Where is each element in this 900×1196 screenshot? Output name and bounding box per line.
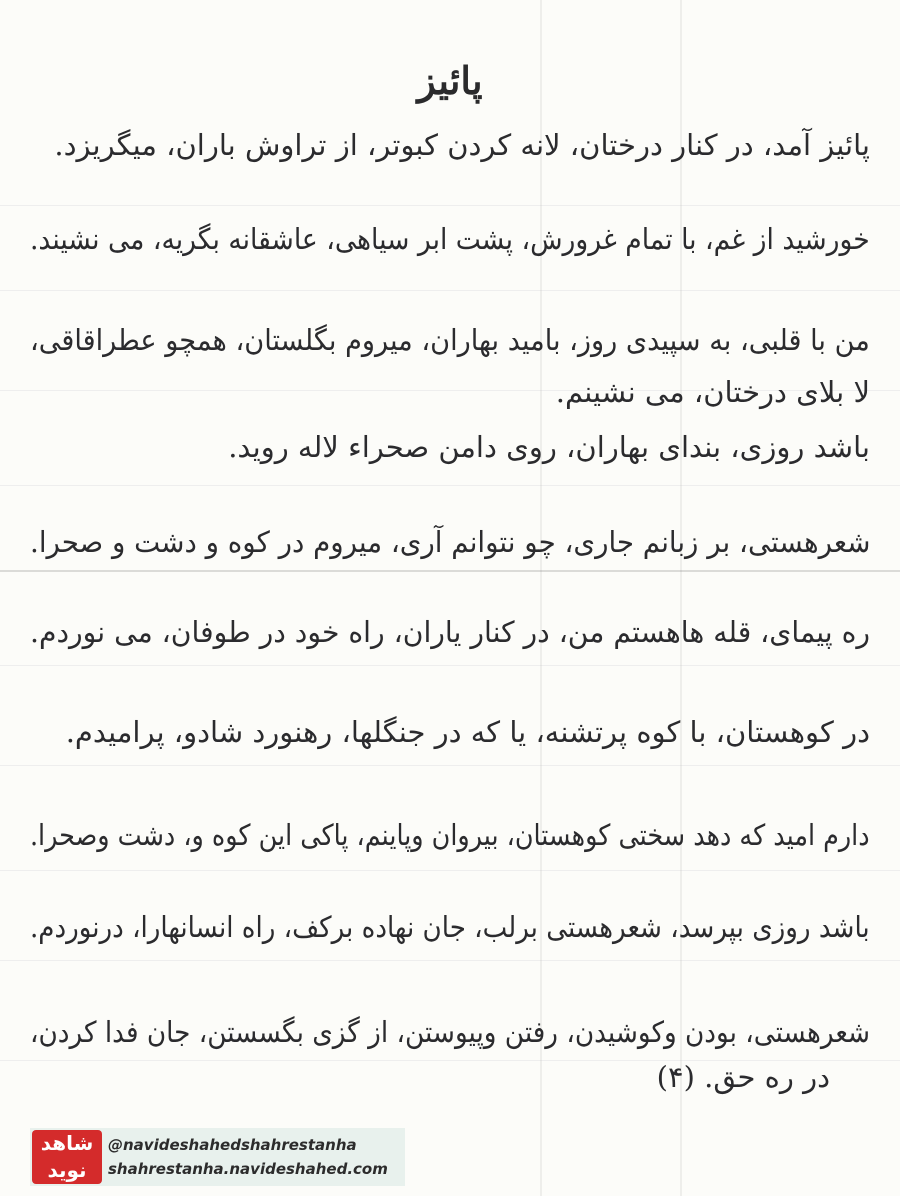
- poem-line-7: ره پیمای، قله هاهستم من، در کنار یاران، راه خود در طوفان، می نوردم.: [29, 615, 870, 649]
- poem-line-12: در ره حق. (۴): [656, 1060, 830, 1094]
- poem-line-9: دارم امید که دهد سختی کوهستان، بیروان وپاینم، پاکی این کوه و، دشت وصحرا.: [30, 818, 870, 852]
- paper-fold-horizontal: [0, 570, 900, 572]
- poem-line-6: شعرهستی، بر زبانم جاری، چو نتوانم آری، میروم در کوه و دشت و صحرا.: [29, 525, 870, 559]
- ruled-line: [0, 485, 900, 486]
- poem-line-1: پائیز آمد، در کنار درختان، لانه کردن کبوتر، از تراوش باران، میگریزد.: [54, 128, 870, 162]
- poem-line-4: لا بلای درختان، می نشینم.: [555, 375, 870, 409]
- poem-line-2: خورشید از غم، با تمام غرورش، پشت ابر سیاهی، عاشقانه بگریه، می نشیند.: [30, 222, 870, 256]
- poem-line-3: من با قلبی، به سپیدی روز، بامید بهاران، میروم بگلستان، همچو عطراقاقی،: [30, 323, 870, 357]
- shahed-navid-logo: شاهد نوید: [32, 1130, 102, 1184]
- watermark-url: shahrestanha.navideshahed.com: [108, 1160, 388, 1178]
- site-watermark: [30, 1128, 405, 1186]
- poem-line-10: باشد روزی بپرسد، شعرهستی برلب، جان نهاده برکف، راه انسانهارا، درنوردم.: [30, 910, 870, 944]
- ruled-line: [0, 665, 900, 666]
- poem-line-11: شعرهستی، بودن وکوشیدن، رفتن وپیوستن، از گزی بگسستن، جان فدا کردن،: [29, 1015, 870, 1049]
- ruled-line: [0, 960, 900, 961]
- poem-line-5: باشد روزی، بندای بهاران، روی دامن صحراء لاله روید.: [228, 430, 870, 464]
- ruled-line: [0, 765, 900, 766]
- watermark-handle: @navideshahedshahrestanha: [108, 1136, 357, 1154]
- poem-line-8: در کوهستان، با کوه پرتشنه، یا که در جنگلها، رهنورد شادو، پرامیدم.: [65, 715, 870, 749]
- ruled-line: [0, 870, 900, 871]
- ruled-line: [0, 205, 900, 206]
- ruled-line: [0, 290, 900, 291]
- poem-title: پائیز: [417, 58, 483, 103]
